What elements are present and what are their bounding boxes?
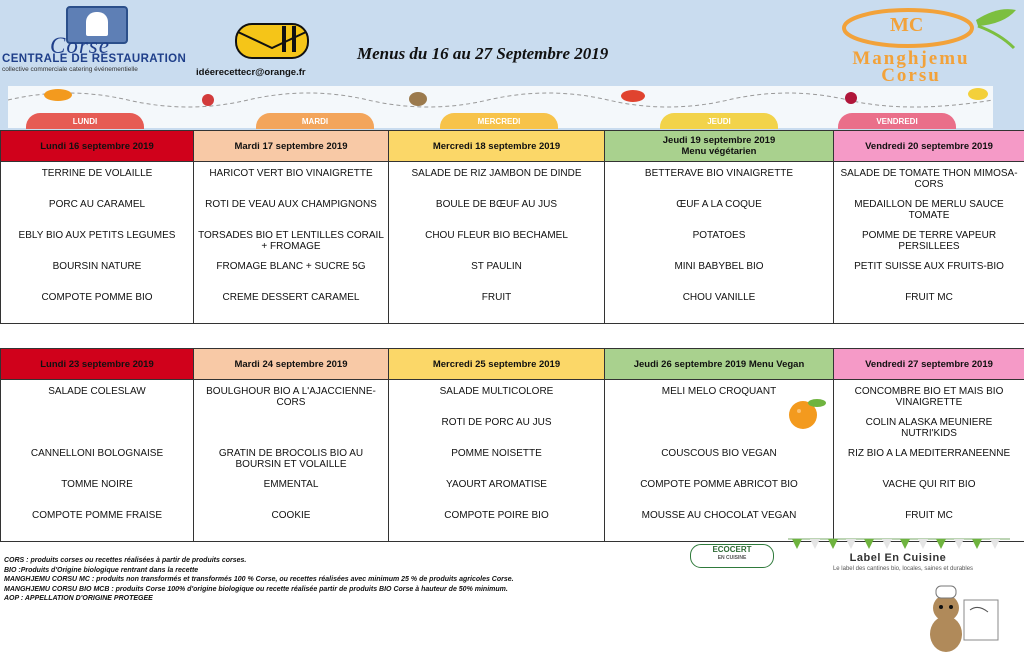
menu-item xyxy=(609,230,829,261)
brand-tagline: collective commerciale catering événementielle xyxy=(2,66,138,73)
legend-line: BIO :Produits d'Origine biologique rentrant dans la recette xyxy=(4,566,199,574)
mailbox-icon xyxy=(228,18,316,60)
menu-item-label: CHOU VANILLE xyxy=(682,292,756,303)
legend xyxy=(4,556,514,604)
page-title: Menus du 16 au 27 Septembre 2019 xyxy=(357,44,609,63)
banner-day-tuesday: MARDI xyxy=(256,113,374,129)
menu-item-label: CHOU FLEUR BIO BECHAMEL xyxy=(425,230,568,241)
menu-column xyxy=(389,162,605,324)
menu-item-label: CREME DESSERT CARAMEL xyxy=(222,292,360,303)
menu-item xyxy=(5,417,189,448)
menu-item xyxy=(393,448,600,479)
menu-item xyxy=(5,510,189,541)
menu-item xyxy=(5,199,189,230)
header-monday xyxy=(1,131,194,162)
menu-item-label: CANNELLONI BOLOGNAISE xyxy=(30,448,164,459)
menu-item xyxy=(393,510,600,541)
menu-item xyxy=(393,230,600,261)
menu-item xyxy=(838,292,1020,323)
menu-item-label: COMPOTE POMME BIO xyxy=(41,292,153,303)
header-friday xyxy=(834,131,1024,162)
menu-item-label: MEDAILLON DE MERLU SAUCE TOMATE xyxy=(854,199,1004,221)
header-date: Vendredi 27 septembre 2019 xyxy=(865,358,993,370)
banner-day-wednesday: MERCREDI xyxy=(440,113,558,129)
orange-fruit-icon xyxy=(785,395,829,431)
menu-column xyxy=(194,162,389,324)
header-thursday xyxy=(605,349,834,380)
banner-day-thursday: JEUDI xyxy=(660,113,778,129)
page-header xyxy=(0,0,1024,132)
menu-item-label: YAOURT AROMATISE xyxy=(446,479,547,490)
legend-line: MANGHJEMU CORSU BIO MCB : produits Corse 100% d'origine biologique ou recette réalisée partir de produits BIO Corse à hauteur de 50% minimum. xyxy=(4,585,508,593)
header-date: Mercredi 18 septembre 2019 xyxy=(432,140,561,152)
mc-initials: MC xyxy=(890,14,924,36)
days-banner xyxy=(8,86,993,128)
header-date: Jeudi 19 septembre 2019 xyxy=(662,135,776,146)
banner-day-monday: LUNDI xyxy=(26,113,144,129)
menu-item xyxy=(198,230,384,261)
menu-column xyxy=(834,162,1024,324)
menu-item xyxy=(5,386,189,417)
menu-table-week1 xyxy=(0,130,1024,324)
menu-item xyxy=(198,386,384,417)
menu-item xyxy=(838,168,1020,199)
menu-item xyxy=(198,168,384,199)
menu-item-label: POMME NOISETTE xyxy=(451,448,542,459)
legend-line: AOP : APPELLATION D'ORIGINE PROTEGEE xyxy=(4,595,153,602)
menu-item xyxy=(609,261,829,292)
menu-item-label: BETTERAVE BIO VINAIGRETTE xyxy=(644,168,794,179)
brand-name: Corse xyxy=(50,33,110,58)
menu-item-label: MINI BABYBEL BIO xyxy=(674,261,764,272)
menu-item-label: COUSCOUS BIO VEGAN xyxy=(661,448,777,459)
menu-item-label: ŒUF A LA COQUE xyxy=(676,199,762,210)
legend-line: CORS : produits corses ou recettes réalisées à partir de produits corses. xyxy=(4,557,247,564)
menu-column xyxy=(194,380,389,542)
menu-item-label: TERRINE DE VOLAILLE xyxy=(41,168,153,179)
mc-line2: Corsu xyxy=(881,65,941,86)
menu-item xyxy=(198,199,384,230)
menu-table-week2 xyxy=(0,348,1024,542)
menu-column xyxy=(834,380,1024,542)
menu-item-label: MOUSSE AU CHOCOLAT VEGAN xyxy=(641,510,797,521)
menu-item-label: BOULGHOUR BIO A L'AJACCIENNE-CORS xyxy=(206,386,376,408)
header-tuesday xyxy=(194,131,389,162)
legend-line: MANGHJEMU CORSU MC : produits non transformés et transformés 100 % Corse, ou recettes réalisées avec minimum 25 % de produits agricoles Corse. xyxy=(4,576,514,583)
menu-item-label: SALADE MULTICOLORE xyxy=(439,386,554,397)
menu-item xyxy=(609,168,829,199)
menu-item-label: TOMME NOIRE xyxy=(61,479,133,490)
menu-item xyxy=(5,292,189,323)
mc-wordmark xyxy=(806,50,1016,84)
menu-item xyxy=(198,417,384,448)
header-note: Menu végétarien xyxy=(681,146,757,157)
menu-column xyxy=(1,380,194,542)
menu-item-label: ROTI DE PORC AU JUS xyxy=(441,417,552,428)
header-wednesday xyxy=(389,349,605,380)
header-date: Jeudi 26 septembre 2019 Menu Vegan xyxy=(633,358,805,370)
header-friday xyxy=(834,349,1024,380)
menu-item xyxy=(198,479,384,510)
menu-item xyxy=(393,199,600,230)
ecocert-sub: EN CUISINE xyxy=(717,555,747,561)
menu-item xyxy=(393,479,600,510)
header-monday xyxy=(1,349,194,380)
menu-item-label: GRATIN DE BROCOLIS BIO AU BOURSIN ET VOLAILLE xyxy=(218,448,364,470)
menu-item xyxy=(838,479,1020,510)
banner-day-friday: VENDREDI xyxy=(838,113,956,129)
menu-item xyxy=(393,417,600,448)
menu-item xyxy=(609,199,829,230)
header-wednesday xyxy=(389,131,605,162)
menu-column xyxy=(605,162,834,324)
header-date: Lundi 23 septembre 2019 xyxy=(40,358,154,370)
menu-item-label: MELI MELO CROQUANT xyxy=(661,386,777,397)
menu-item xyxy=(838,230,1020,261)
header-tuesday xyxy=(194,349,389,380)
menu-item xyxy=(5,230,189,261)
menu-item xyxy=(393,386,600,417)
menu-item-label: ST PAULIN xyxy=(471,261,522,272)
header-date: Mardi 24 septembre 2019 xyxy=(234,358,348,370)
menu-item xyxy=(393,168,600,199)
header-thursday xyxy=(605,131,834,162)
menu-item-label: COMPOTE POMME ABRICOT BIO xyxy=(640,479,798,490)
menu-item-label: RIZ BIO A LA MEDITERRANEENNE xyxy=(847,448,1011,459)
menu-item xyxy=(198,448,384,479)
menu-item xyxy=(393,292,600,323)
label-cuisine-title: Label En Cuisine xyxy=(849,552,947,564)
menu-item xyxy=(5,261,189,292)
menu-item-label: POMME DE TERRE VAPEUR PERSILLEES xyxy=(861,230,997,252)
menu-item xyxy=(393,261,600,292)
menu-item xyxy=(5,448,189,479)
menu-item-label: FROMAGE BLANC + SUCRE 5G xyxy=(216,261,366,272)
menu-item xyxy=(198,510,384,541)
menu-item-label: FRUIT MC xyxy=(905,292,953,303)
menu-item-label: BOURSIN NATURE xyxy=(52,261,142,272)
menu-item xyxy=(5,168,189,199)
menu-item-label: EMMENTAL xyxy=(263,479,319,490)
menu-item xyxy=(838,199,1020,230)
menu-item xyxy=(838,261,1020,292)
ecocert-name: ECOCERT xyxy=(712,545,752,554)
menu-item xyxy=(5,479,189,510)
ecocert-badge xyxy=(690,544,774,568)
menu-column xyxy=(389,380,605,542)
menu-item xyxy=(838,417,1020,448)
menu-item xyxy=(198,292,384,323)
menu-item-label: COMPOTE POMME FRAISE xyxy=(31,510,162,521)
menu-item-label: SALADE DE RIZ JAMBON DE DINDE xyxy=(411,168,582,179)
menu-item-label: BOULE DE BŒUF AU JUS xyxy=(435,199,558,210)
menu-item-label: COOKIE xyxy=(271,510,311,521)
bunting-decoration xyxy=(788,537,1010,551)
menu-item xyxy=(198,261,384,292)
menu-item-label: TORSADES BIO ET LENTILLES CORAIL + FROMAGE xyxy=(198,230,384,252)
menu-item-label: POTATOES xyxy=(692,230,746,241)
menu-item xyxy=(838,448,1020,479)
menu-item-label: HARICOT VERT BIO VINAIGRETTE xyxy=(209,168,373,179)
menu-item-label: COMPOTE POIRE BIO xyxy=(444,510,549,521)
menu-item-label: SALADE DE TOMATE THON MIMOSA-CORS xyxy=(840,168,1018,190)
menu-item xyxy=(609,292,829,323)
header-date: Mercredi 25 septembre 2019 xyxy=(432,358,561,370)
menu-item-label: ROTI DE VEAU AUX CHAMPIGNONS xyxy=(205,199,377,210)
menu-item xyxy=(838,386,1020,417)
menu-column xyxy=(1,162,194,324)
brand-line: CENTRALE DE RESTAURATION xyxy=(2,53,187,65)
menu-item-label: FRUIT xyxy=(481,292,512,303)
menu-item-label: VACHE QUI RIT BIO xyxy=(882,479,976,490)
header-date: Lundi 16 septembre 2019 xyxy=(40,140,154,152)
menu-item-label: FRUIT MC xyxy=(905,510,953,521)
menu-item-label: SALADE COLESLAW xyxy=(48,386,146,397)
mc-line1: Manghjemu xyxy=(852,48,970,69)
header-date: Mardi 17 septembre 2019 xyxy=(234,140,348,152)
menu-item-label: PORC AU CARAMEL xyxy=(48,199,146,210)
label-cuisine-subtitle: Le label des cantines bio, locales, saines et durables xyxy=(832,566,974,572)
contact-email: idéerecettecr@orange.fr xyxy=(196,67,306,78)
menu-item-label: PETIT SUISSE AUX FRUITS-BIO xyxy=(854,261,1004,272)
menu-item-label: COLIN ALASKA MEUNIERE NUTRI'KIDS xyxy=(865,417,993,439)
mascot-icon xyxy=(920,582,1002,652)
menu-item xyxy=(609,448,829,479)
menu-item-label: EBLY BIO AUX PETITS LEGUMES xyxy=(18,230,176,241)
menu-item-label: CONCOMBRE BIO ET MAIS BIO VINAIGRETTE xyxy=(854,386,1004,408)
menu-item xyxy=(609,479,829,510)
header-date: Vendredi 20 septembre 2019 xyxy=(865,140,993,152)
